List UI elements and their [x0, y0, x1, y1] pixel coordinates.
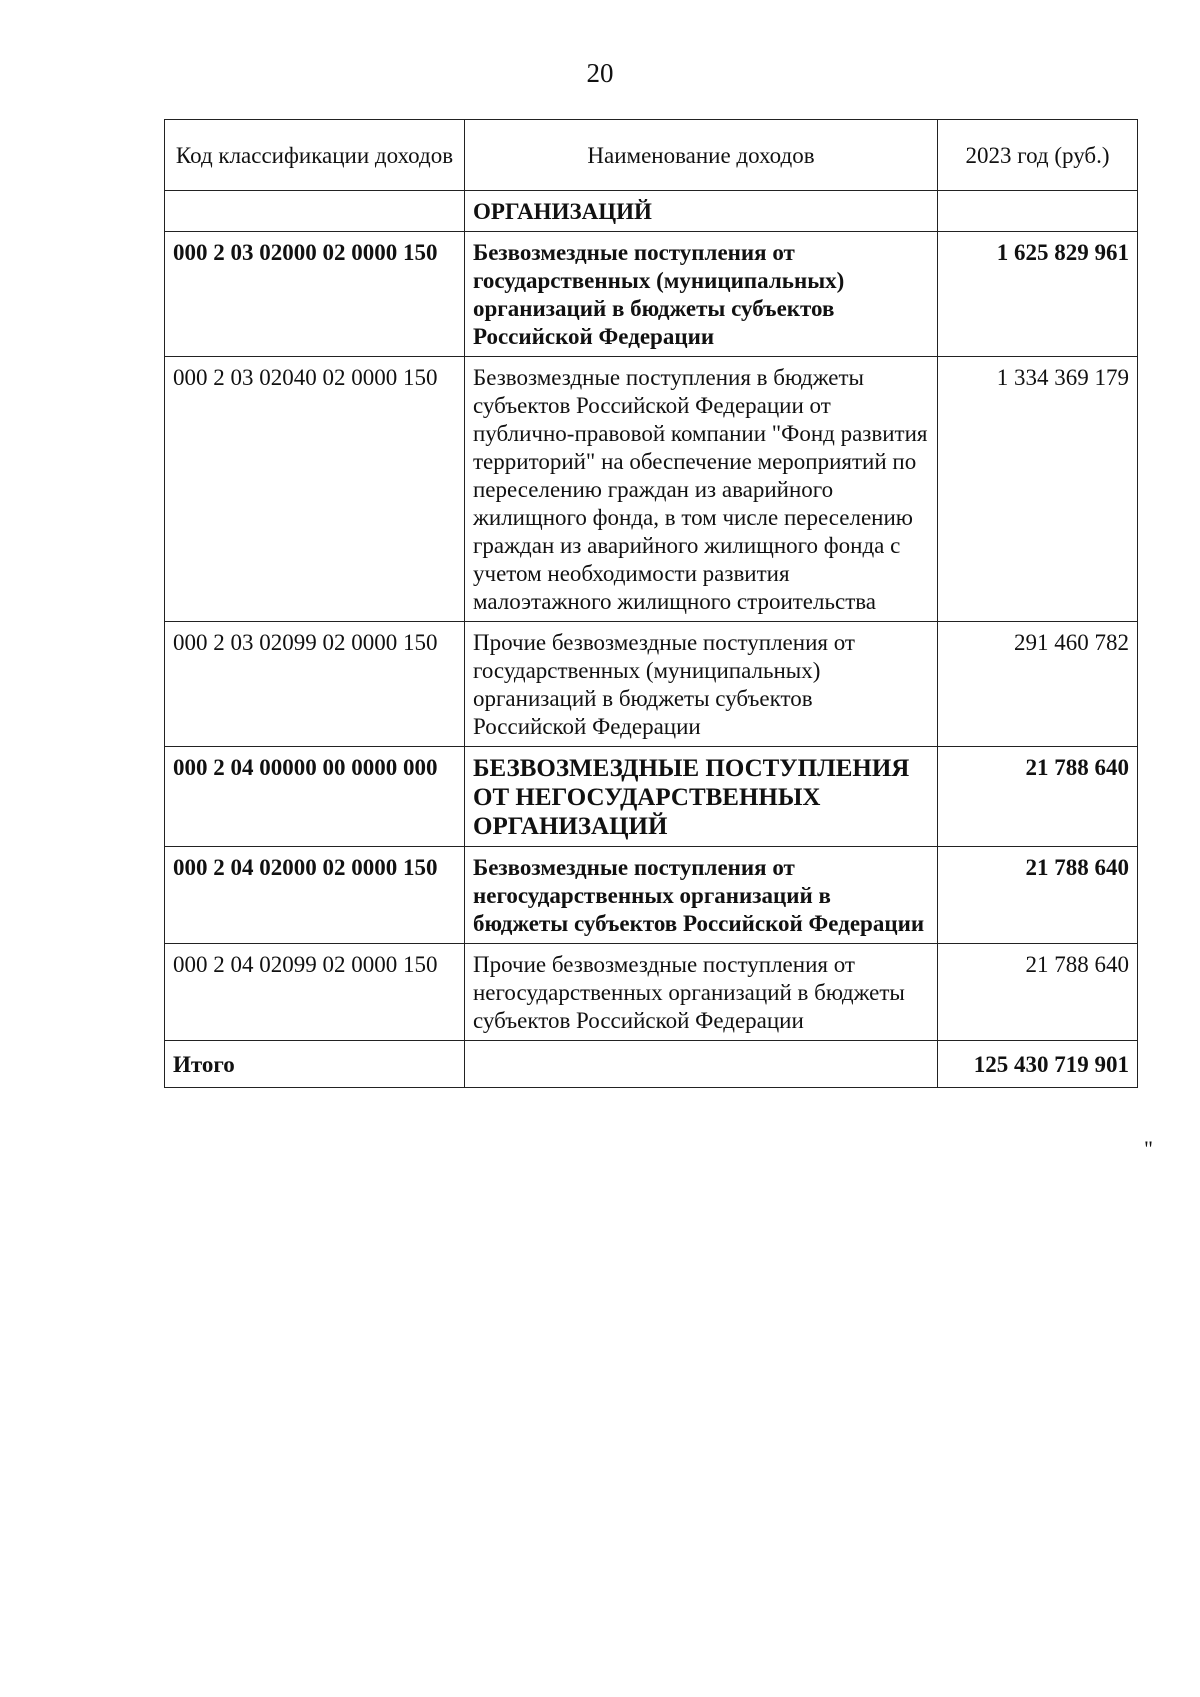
header-code: Код классификации доходов: [165, 120, 465, 191]
row-name: Прочие безвозмездные поступления от негосударственных организаций в бюджеты субъектов Российской Федерации: [465, 944, 938, 1041]
row-name: БЕЗВОЗМЕЗДНЫЕ ПОСТУПЛЕНИЯ ОТ НЕГОСУДАРСТВЕННЫХ ОРГАНИЗАЦИЙ: [465, 747, 938, 847]
row-amount: 1 334 369 179: [938, 357, 1138, 622]
table-row: [165, 944, 1138, 1041]
total-label: Итого: [165, 1041, 465, 1088]
row-amount: 21 788 640: [938, 747, 1138, 847]
row-code: 000 2 04 00000 00 0000 000: [165, 747, 465, 847]
closing-quote-mark: ": [1144, 1136, 1153, 1161]
total-row: [165, 1041, 1138, 1088]
row-amount: 21 788 640: [938, 944, 1138, 1041]
row-code: 000 2 03 02040 02 0000 150: [165, 357, 465, 622]
row-amount: 1 625 829 961: [938, 232, 1138, 357]
header-amount: 2023 год (руб.): [938, 120, 1138, 191]
table-row: [165, 622, 1138, 747]
row-code: 000 2 04 02099 02 0000 150: [165, 944, 465, 1041]
revenue-table: [164, 119, 1138, 1088]
table-row: [165, 357, 1138, 622]
row-amount: 291 460 782: [938, 622, 1138, 747]
row-name: Прочие безвозмездные поступления от государственных (муниципальных) организаций в бюджеты субъектов Российской Федерации: [465, 622, 938, 747]
row-code: 000 2 04 02000 02 0000 150: [165, 847, 465, 944]
row-name: ОРГАНИЗАЦИЙ: [465, 191, 938, 232]
table-row: [165, 747, 1138, 847]
row-name: Безвозмездные поступления в бюджеты субъектов Российской Федерации от публично-правовой компании "Фонд развития территорий" на обеспечение мероприятий по переселению граждан из аварийного жилищного фонда, в том числе переселению граждан из аварийного жилищного фонда с учетом необходимости развития малоэтажного жилищного строительства: [465, 357, 938, 622]
row-code: 000 2 03 02000 02 0000 150: [165, 232, 465, 357]
total-name: [465, 1041, 938, 1088]
page-number: 20: [586, 58, 614, 88]
header-name: Наименование доходов: [465, 120, 938, 191]
table-row: [165, 847, 1138, 944]
total-amount: 125 430 719 901: [938, 1041, 1138, 1088]
row-code: 000 2 03 02099 02 0000 150: [165, 622, 465, 747]
row-amount: [938, 191, 1138, 232]
table-row: [165, 191, 1138, 232]
row-code: [165, 191, 465, 232]
row-name: Безвозмездные поступления от государственных (муниципальных) организаций в бюджеты субъектов Российской Федерации: [465, 232, 938, 357]
row-amount: 21 788 640: [938, 847, 1138, 944]
row-name: Безвозмездные поступления от негосударственных организаций в бюджеты субъектов Российской Федерации: [465, 847, 938, 944]
table-row: [165, 232, 1138, 357]
table-header-row: [165, 120, 1138, 191]
